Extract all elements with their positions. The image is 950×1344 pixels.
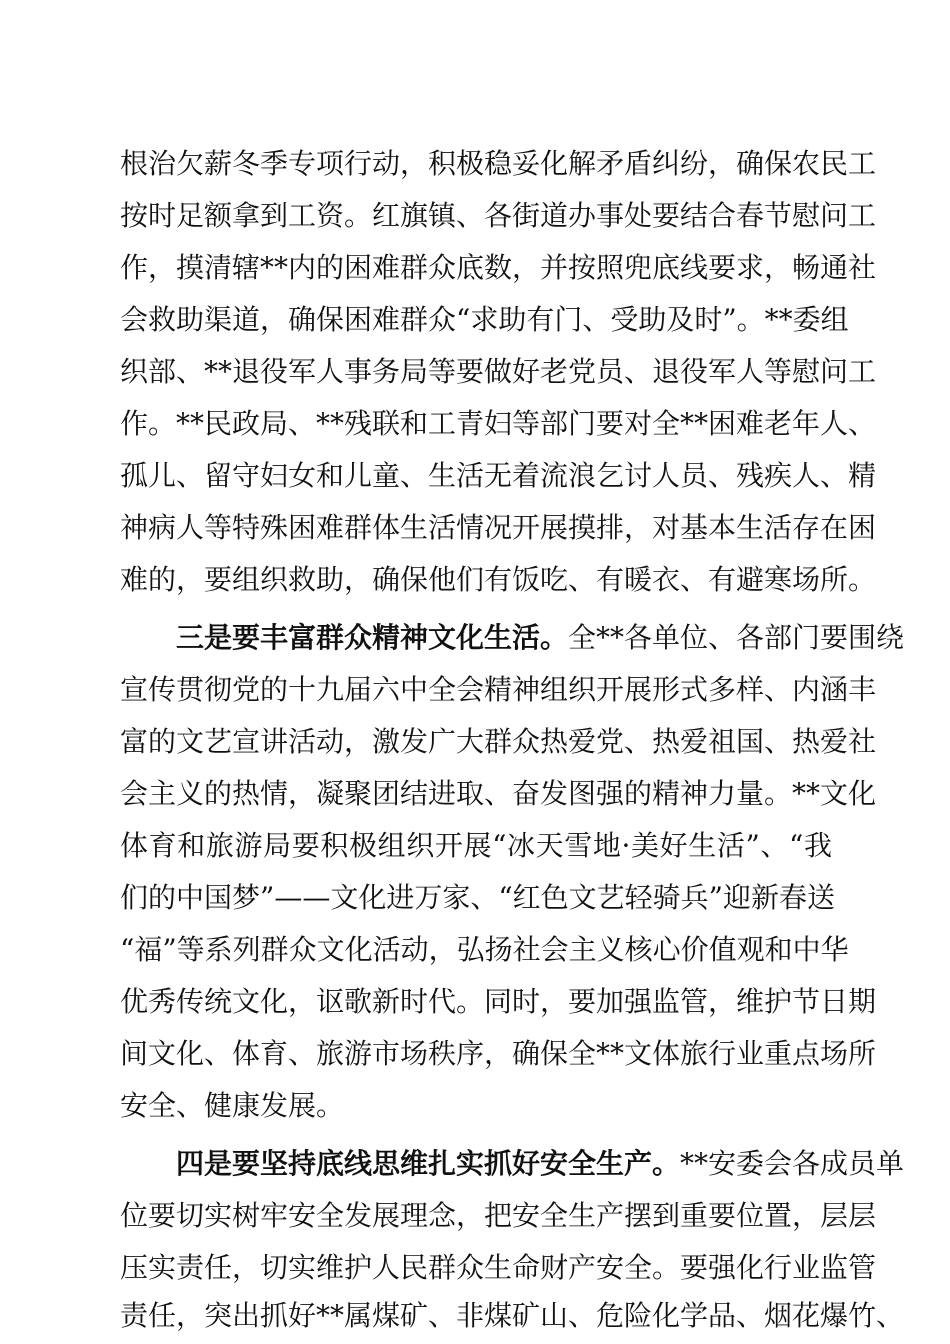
text-line: 按时足额拿到工资。红旗镇、各街道办事处要结合春节慰问工 [120, 199, 877, 232]
paragraph-first-line [176, 1138, 905, 1190]
text-line: 织部、**退役军人事务局等要做好老党员、退役军人等慰问工 [120, 355, 877, 388]
text-line: 位要切实树牢安全发展理念，把安全生产摆到重要位置，层层 [120, 1199, 877, 1232]
text-line: 根治欠薪冬季专项行动，积极稳妥化解矛盾纠纷，确保农民工 [120, 147, 877, 180]
text-line: 难的，要组织救助，确保他们有饭吃、有暖衣、有避寒场所。 [120, 563, 877, 596]
paragraph-heading: 三是要丰富群众精神文化生活。 [176, 621, 569, 654]
paragraph-first-line [176, 612, 905, 664]
text-span: 全**各单位、各部门要围绕 [568, 621, 905, 654]
text-line: 责任，突出抓好**属煤矿、非煤矿山、危险化学品、烟花爆竹、 [120, 1299, 905, 1332]
text-line: 会主义的热情，凝聚团结进取、奋发图强的精神力量。**文化 [120, 777, 877, 810]
text-line: 安全、健康发展。 [120, 1089, 345, 1122]
text-span: **安委会各成员单 [680, 1147, 905, 1180]
text-line: 富的文艺宣讲活动，激发广大群众热爱党、热爱祖国、热爱社 [120, 725, 877, 758]
text-line: 压实责任，切实维护人民群众生命财产安全。要强化行业监管 [120, 1251, 877, 1284]
text-line: 体育和旅游局要积极组织开展“冰天雪地·美好生活”、“我 [120, 829, 832, 862]
text-line: 宣传贯彻党的十九届六中全会精神组织开展形式多样、内涵丰 [120, 673, 877, 706]
text-line: 作。**民政局、**残联和工青妇等部门要对全**困难老年人、 [120, 407, 877, 440]
text-line: 间文化、体育、旅游市场秩序，确保全**文体旅行业重点场所 [120, 1037, 877, 1070]
paragraph-heading: 四是要坚持底线思维扎实抓好安全生产。 [176, 1147, 681, 1180]
text-line: 孤儿、留守妇女和儿童、生活无着流浪乞讨人员、残疾人、精 [120, 459, 877, 492]
text-line: 会救助渠道，确保困难群众“求助有门、受助及时”。**委组 [120, 303, 849, 336]
text-line: 优秀传统文化，讴歌新时代。同时，要加强监管，维护节日期 [120, 985, 877, 1018]
text-line: 们的中国梦”——文化进万家、“红色文艺轻骑兵”迎新春送 [120, 881, 835, 914]
text-line: 神病人等特殊困难群体生活情况开展摸排，对基本生活存在困 [120, 511, 877, 544]
text-line: 作，摸清辖**内的困难群众底数，并按照兜底线要求，畅通社 [120, 251, 877, 284]
text-line: “福”等系列群众文化活动，弘扬社会主义核心价值观和中华 [120, 933, 849, 966]
